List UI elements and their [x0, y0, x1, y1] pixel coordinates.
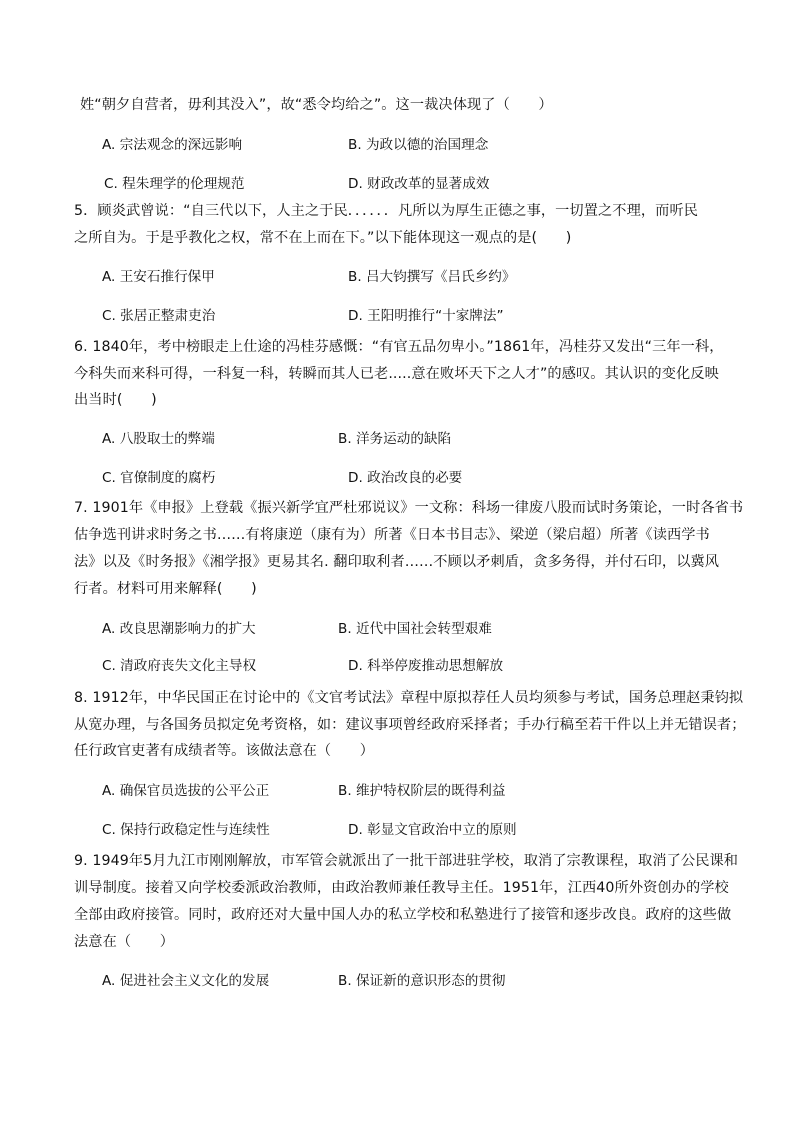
q7-stem-line-4: 行者。材料可用来解释( ) [74, 581, 257, 597]
q4-option-d[interactable]: D. 财政改革的显著成效 [348, 176, 490, 192]
q9-stem-line-4: 法意在（ ） [74, 934, 175, 950]
q8-option-c[interactable]: C. 保持行政稳定性与连续性 [102, 822, 270, 838]
q5-stem-line-2: 之所自为。于是乎教化之权，常不在上而在下。”以下能体现这一观点的是( ) [74, 230, 572, 246]
q6-option-c[interactable]: C. 官僚制度的腐朽 [102, 470, 216, 486]
q7-stem-line-1: 7. 1901年《申报》上登载《振兴新学宜严杜邪说议》一文称：科场一律废八股而试时务策论，一时各省书 [74, 500, 744, 516]
q6-option-b[interactable]: B. 洋务运动的缺陷 [338, 431, 452, 447]
q7-option-a[interactable]: A. 改良思潮影响力的扩大 [102, 621, 256, 637]
q8-option-b[interactable]: B. 维护特权阶层的既得利益 [338, 783, 506, 799]
q7-option-c[interactable]: C. 清政府丧失文化主导权 [102, 658, 257, 674]
q4-option-b[interactable]: B. 为政以德的治国理念 [348, 137, 489, 153]
q4-stem-tail: 姓“朝夕自营者，毋利其没入”，故“悉令均给之”。这一裁决体现了（ ） [80, 97, 553, 113]
q9-stem-line-1: 9. 1949年5月九江市刚刚解放，市军管会就派出了一批干部进驻学校，取消了宗教课程，取消了公民课和 [74, 853, 739, 869]
q6-option-d[interactable]: D. 政治改良的必要 [348, 470, 463, 486]
q8-stem-line-1: 8. 1912年，中华民国正在讨论中的《文官考试法》章程中原拟荐任人员均须参与考试，国务总理赵秉钧拟 [74, 690, 744, 706]
q9-option-b[interactable]: B. 保证新的意识形态的贯彻 [338, 973, 506, 989]
q8-option-d[interactable]: D. 彰显文官政治中立的原则 [348, 822, 517, 838]
q7-stem-line-2: 估争选刊讲求时务之书……有将康逆（康有为）所著《日本书目志》、梁逆（梁启超）所著《读西学书 [74, 527, 710, 543]
q6-stem-line-2: 今科失而来科可得，一科复一科，转瞬而其人已老.....意在败坏天下之人才”的感叹。其认识的变化反映 [74, 366, 719, 382]
q9-option-a[interactable]: A. 促进社会主义文化的发展 [102, 973, 270, 989]
q4-option-a[interactable]: A. 宗法观念的深远影响 [102, 137, 243, 153]
q8-option-a[interactable]: A. 确保官员选拔的公平公正 [102, 783, 270, 799]
q5-option-d[interactable]: D. 王阳明推行“十家牌法” [348, 308, 504, 324]
q7-option-b[interactable]: B. 近代中国社会转型艰难 [338, 621, 492, 637]
q9-stem-line-2: 训导制度。接着又向学校委派政治教师，由政治教师兼任教导主任。1951年，江西40所外资创办的学校 [74, 880, 729, 896]
q5-stem-line-1: 5．顾炎武曾说：“自三代以下，人主之于民．．．．．．凡所以为厚生正德之事，一切置之不理，而听民 [74, 203, 699, 219]
q6-stem-line-1: 6. 1840年，考中榜眼走上仕途的冯桂芬感慨：“有官五品勿卑小。”1861年，冯桂芬又发出“三年一科， [74, 339, 724, 355]
q6-option-a[interactable]: A. 八股取士的弊端 [102, 431, 215, 447]
q5-option-b[interactable]: B. 吕大钧撰写《吕氏乡约》 [348, 269, 516, 285]
q8-stem-line-3: 任行政官吏著有成绩者等。该做法意在（ ） [74, 743, 375, 759]
q5-option-c[interactable]: C. 张居正整肃吏治 [102, 308, 216, 324]
q7-stem-line-3: 法》以及《时务报》《湘学报》更易其名. 翻印取利者……不顾以矛刺盾，贪多务得，并付石印，以冀风 [74, 554, 720, 570]
q9-stem-line-3: 全部由政府接管。同时，政府还对大量中国人办的私立学校和私塾进行了接管和逐步改良。政府的这些做 [74, 907, 732, 923]
q6-stem-line-3: 出当时( ) [74, 392, 157, 408]
q5-option-a[interactable]: A. 王安石推行保甲 [102, 269, 215, 285]
q8-stem-line-2: 从宽办理，与各国务员拟定免考资格，如：建议事项曾经政府采择者；手办行稿至若干件以上并无错误者； [74, 717, 746, 733]
q7-option-d[interactable]: D. 科举停废推动思想解放 [348, 658, 504, 674]
q4-option-c[interactable]: C. 程朱理学的伦理规范 [104, 176, 245, 192]
